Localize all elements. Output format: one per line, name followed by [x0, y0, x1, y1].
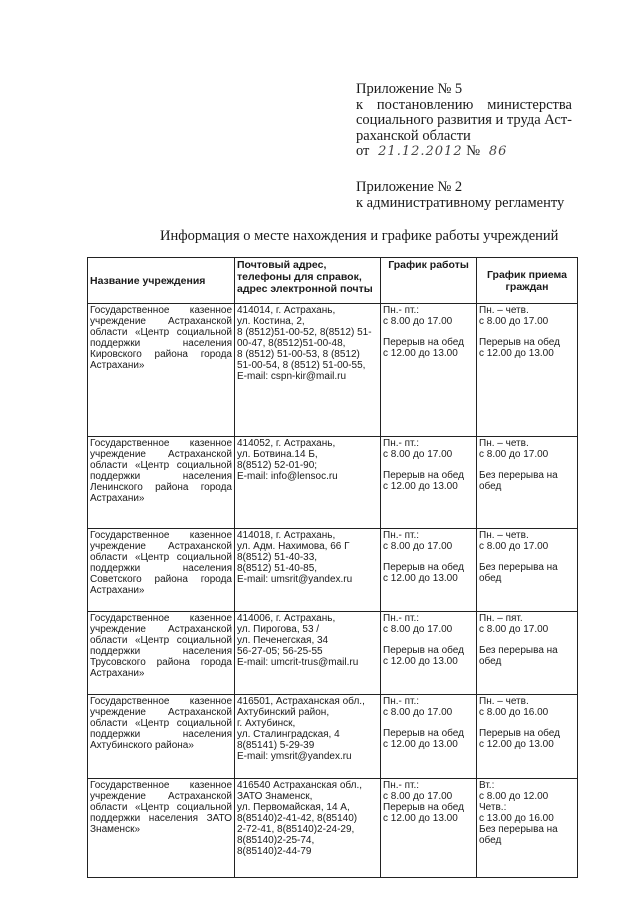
table-row: [88, 612, 578, 695]
table-row: [88, 304, 578, 437]
spacer: [479, 460, 575, 470]
work-schedule-line: с 8.00 до 17.00: [383, 316, 453, 327]
institution-contacts-line: ул. Пирогова, 53 /: [237, 624, 320, 635]
reception-schedule-line: Вт.:: [479, 780, 495, 791]
spacer: [479, 552, 575, 562]
reception-schedule-line: обед: [479, 573, 502, 584]
work-schedule-line: Пн.- пт.:: [383, 305, 420, 316]
work-schedule-line: с 8.00 до 17.00: [383, 449, 453, 460]
reception-schedule-line: Без перерыва на: [479, 824, 558, 835]
header-reception-schedule: График приема граждан: [477, 258, 578, 304]
institution-contacts: [235, 779, 381, 878]
handwritten-number-signature: 86: [483, 144, 508, 159]
work-schedule-line: с 12.00 до 13.00: [383, 656, 458, 667]
institution-name: Государственное казенное учреждение Астраханской области «Центр социальной поддержки населения ЗАТО Знаменск»: [88, 779, 235, 878]
institution-name: Государственное казенное учреждение Астраханской области «Центр социальной поддержки населения Советского района города Астрахани»: [88, 529, 235, 612]
appendix-5-number-label: №: [466, 143, 481, 159]
reception-schedule-line: с 8.00 до 16.00: [479, 707, 549, 718]
institution-contacts-line: 51-00-54, 8 (8512) 51-00-55,: [237, 360, 366, 371]
appendix-5-line3: раханской области: [356, 127, 471, 144]
handwritten-date-signature: 21.12.2012: [373, 144, 463, 159]
appendix-2-line1: к административному регламенту: [356, 194, 565, 211]
table-header-row: [88, 258, 578, 304]
appendix-5-block: [356, 82, 572, 160]
spacer: [479, 635, 575, 645]
institution-contacts: [235, 304, 381, 437]
institution-contacts-line: 414018, г. Астрахань,: [237, 530, 336, 541]
header-name: Название учреждения: [88, 258, 235, 304]
work-schedule-line: с 8.00 до 17.00: [383, 707, 453, 718]
institution-contacts-line: 414006, г. Астрахань,: [237, 613, 336, 624]
institutions-table: [87, 257, 578, 878]
work-schedule-line: Перерыв на обед: [383, 562, 464, 573]
institution-name: Государственное казенное учреждение Астраханской области «Центр социальной поддержки населения Ахтубинского района»: [88, 695, 235, 779]
institution-contacts-line: ул. Адм. Нахимова, 66 Г: [237, 541, 350, 552]
appendix-5-line2: социального развития и труда Аст-: [356, 112, 572, 128]
institution-contacts-line: 8(85140)2-25-74,: [237, 835, 315, 846]
reception-schedule-line: Пн. – четв.: [479, 530, 529, 541]
reception-schedule: [477, 779, 578, 878]
institution-contacts: [235, 529, 381, 612]
institution-contacts-line: 414052, г. Астрахань,: [237, 438, 336, 449]
institution-contacts-line: ул. Ботвина.14 Б,: [237, 449, 318, 460]
appendix-2-block: [356, 180, 572, 211]
spacer: [479, 718, 575, 728]
reception-schedule-line: Пн. – четв.: [479, 696, 529, 707]
institution-contacts: [235, 612, 381, 695]
reception-schedule-line: Пн. – четв.: [479, 438, 529, 449]
work-schedule: [381, 612, 477, 695]
institution-contacts-line: 8(8512) 52-01-90;: [237, 460, 318, 471]
table-row: [88, 437, 578, 529]
work-schedule-line: с 12.00 до 13.00: [383, 573, 458, 584]
work-schedule-line: Перерыв на обед: [383, 802, 464, 813]
reception-schedule-line: с 8.00 до 17.00: [479, 541, 549, 552]
institution-name: Государственное казенное учреждение Астраханской области «Центр социальной поддержки населения Кировского района города Астрахани»: [88, 304, 235, 437]
reception-schedule: [477, 304, 578, 437]
header-contacts: Почтовый адрес, телефоны для справок, адрес электронной почты: [235, 258, 381, 304]
institution-contacts-line: 414014, г. Астрахань,: [237, 305, 336, 316]
institution-contacts-line: ул. Печенегская, 34: [237, 635, 329, 646]
reception-schedule-line: с 8.00 до 12.00: [479, 791, 549, 802]
work-schedule-line: Пн.- пт.:: [383, 613, 420, 624]
work-schedule-line: с 8.00 до 17.00: [383, 624, 453, 635]
work-schedule-line: с 8.00 до 17.00: [383, 791, 453, 802]
spacer: [383, 635, 474, 645]
work-schedule-line: Пн.- пт.:: [383, 530, 420, 541]
reception-schedule-line: Пн. – четв.: [479, 305, 529, 316]
reception-schedule-line: с 12.00 до 13.00: [479, 348, 554, 359]
work-schedule-line: с 12.00 до 13.00: [383, 739, 458, 750]
institution-contacts-line: 8(85140)2-41-42, 8(85140): [237, 813, 358, 824]
institution-contacts-line: 8 (8512) 51-00-53, 8 (8512): [237, 349, 360, 360]
work-schedule-line: Пн.- пт.:: [383, 438, 420, 449]
reception-schedule-line: с 12.00 до 13.00: [479, 739, 554, 750]
institution-contacts-line: ул. Костина, 2,: [237, 316, 305, 327]
institution-contacts-line: 00-47, 8(8512)51-00-48,: [237, 338, 346, 349]
reception-schedule-line: Перерыв на обед: [479, 728, 560, 739]
work-schedule: [381, 529, 477, 612]
document-title: Информация о месте нахождения и графике работы учреждений: [160, 228, 559, 244]
institution-contacts-line: E-mail: umsrit@yandex.ru: [237, 574, 353, 585]
institution-contacts: [235, 437, 381, 529]
reception-schedule-line: с 8.00 до 17.00: [479, 624, 549, 635]
reception-schedule-line: Перерыв на обед: [479, 337, 560, 348]
appendix-5-from-label: от: [356, 143, 370, 159]
work-schedule-line: Перерыв на обед: [383, 645, 464, 656]
appendix-5-date-line: [356, 144, 572, 160]
reception-schedule-line: обед: [479, 481, 502, 492]
reception-schedule-line: обед: [479, 656, 502, 667]
institution-contacts-line: 416540 Астраханская обл.,: [237, 780, 363, 791]
work-schedule-line: Перерыв на обед: [383, 728, 464, 739]
appendix-2-title: Приложение № 2: [356, 179, 463, 195]
spacer: [383, 327, 474, 337]
appendix-5-line1: к постановлению министерства: [356, 96, 572, 113]
work-schedule: [381, 437, 477, 529]
institution-contacts-line: 416501, Астраханская обл.,: [237, 696, 365, 707]
institution-contacts-line: ул. Первомайская, 14 А,: [237, 802, 350, 813]
institution-contacts-line: Ахтубинский район,: [237, 707, 330, 718]
work-schedule: [381, 695, 477, 779]
reception-schedule-line: с 8.00 до 17.00: [479, 449, 549, 460]
work-schedule-line: с 8.00 до 17.00: [383, 541, 453, 552]
institution-contacts-line: E-mail: info@lensoc.ru: [237, 471, 338, 482]
reception-schedule-line: с 8.00 до 17.00: [479, 316, 549, 327]
reception-schedule: [477, 529, 578, 612]
institution-contacts-line: 8 (8512)51-00-52, 8(8512) 51-: [237, 327, 372, 338]
reception-schedule: [477, 437, 578, 529]
spacer: [383, 718, 474, 728]
reception-schedule-line: обед: [479, 835, 502, 846]
institution-contacts-line: E-mail: umcrit-trus@mail.ru: [237, 657, 359, 668]
spacer: [479, 327, 575, 337]
table-row: [88, 529, 578, 612]
institution-contacts-line: E-mail: ymsrit@yandex.ru: [237, 751, 352, 762]
reception-schedule: [477, 612, 578, 695]
work-schedule: [381, 779, 477, 878]
table-row: [88, 779, 578, 878]
work-schedule-line: Пн.- пт.:: [383, 780, 420, 791]
reception-schedule-line: Без перерыва на: [479, 470, 558, 481]
institution-contacts-line: 2-72-41, 8(85140)2-24-29,: [237, 824, 355, 835]
work-schedule-line: с 12.00 до 13.00: [383, 348, 458, 359]
institution-contacts-line: 56-27-05; 56-25-55: [237, 646, 323, 657]
header-work-schedule: График работы: [381, 258, 477, 304]
work-schedule-line: Перерыв на обед: [383, 337, 464, 348]
work-schedule-line: Перерыв на обед: [383, 470, 464, 481]
table-row: [88, 695, 578, 779]
appendix-5-title: Приложение № 5: [356, 81, 463, 97]
spacer: [383, 552, 474, 562]
institution-contacts-line: 8(8512) 51-40-85,: [237, 563, 318, 574]
institution-name: Государственное казенное учреждение Астраханской области «Центр социальной поддержки населения Ленинского района города Астрахани»: [88, 437, 235, 529]
spacer: [383, 460, 474, 470]
work-schedule-line: Пн.- пт.:: [383, 696, 420, 707]
institution-name: Государственное казенное учреждение Астраханской области «Центр социальной поддержки населения Трусовского района города Астрахани»: [88, 612, 235, 695]
institution-contacts-line: 8(85140)2-44-79: [237, 846, 312, 857]
institution-contacts-line: ЗАТО Знаменск,: [237, 791, 313, 802]
reception-schedule-line: Без перерыва на: [479, 562, 558, 573]
reception-schedule-line: Четв.:: [479, 802, 507, 813]
institution-contacts-line: ул. Сталинградская, 4: [237, 729, 340, 740]
institution-contacts-line: 8(85141) 5-29-39: [237, 740, 315, 751]
institution-contacts-line: 8(8512) 51-40-33,: [237, 552, 318, 563]
work-schedule: [381, 304, 477, 437]
reception-schedule-line: с 13.00 до 16.00: [479, 813, 554, 824]
reception-schedule: [477, 695, 578, 779]
work-schedule-line: с 12.00 до 13.00: [383, 813, 458, 824]
reception-schedule-line: Без перерыва на: [479, 645, 558, 656]
institution-contacts-line: E-mail: cspn-kir@mail.ru: [237, 371, 347, 382]
institution-contacts-line: г. Ахтубинск,: [237, 718, 296, 729]
work-schedule-line: с 12.00 до 13.00: [383, 481, 458, 492]
institution-contacts: [235, 695, 381, 779]
reception-schedule-line: Пн. – пят.: [479, 613, 523, 624]
